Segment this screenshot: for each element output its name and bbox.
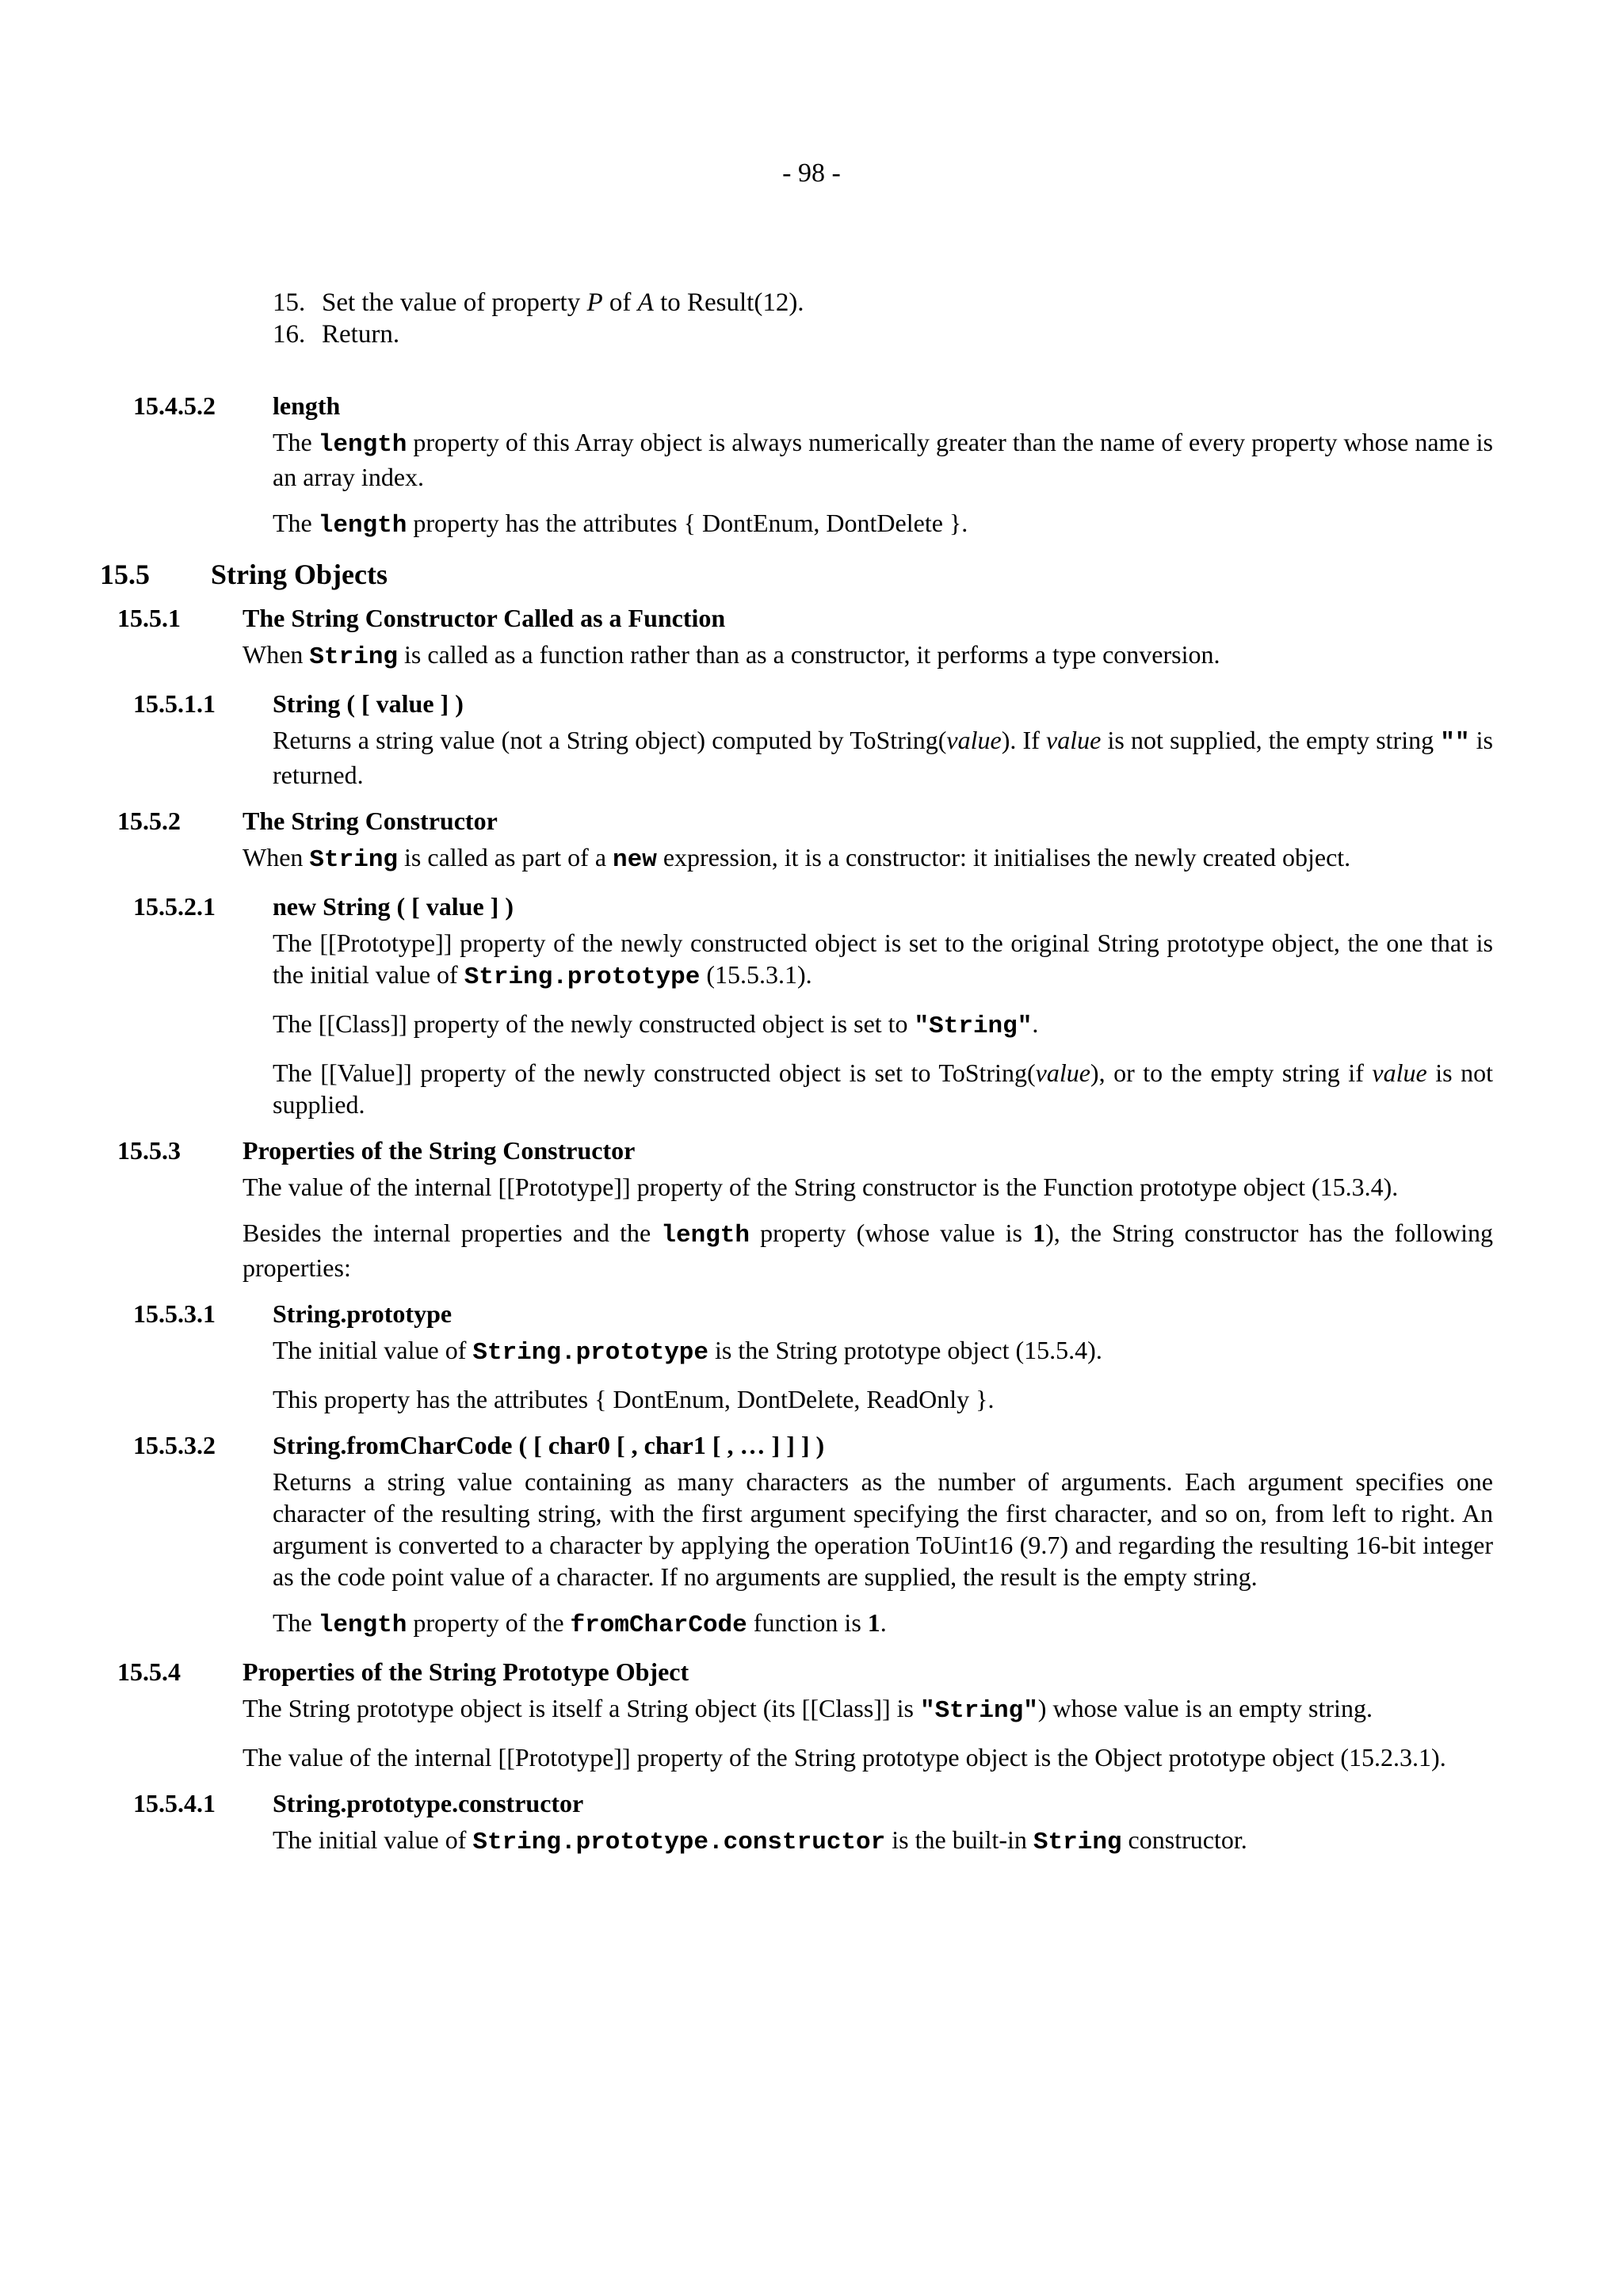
heading-15-5-4 [0,1656,1623,1688]
paragraph: The initial value of String.prototype is the String prototype object (15.5.4). [273,1336,1102,1367]
step-number: 16. [273,320,306,349]
paragraph: The [[Prototype]] property of the newly constructed object is set to the original String prototype object, the one that is the initial value of String.prototype (15.5.3.1). [273,929,1493,991]
heading-15-5 [0,556,1623,593]
heading-15-5-4-1 [0,1787,1623,1819]
section-number: 15.5.2.1 [133,892,216,921]
algorithm-steps [273,287,804,350]
heading-15-5-1-1 [0,688,1623,719]
section-number: 15.5.1 [117,604,181,632]
paragraph: The length property of the fromCharCode function is 1. [273,1608,887,1639]
heading-15-5-2 [0,805,1623,837]
section-number: 15.5.3.1 [133,1299,216,1328]
section-title: Properties of the String Prototype Object [242,1657,689,1686]
heading-15-4-5-2 [0,390,1623,421]
section-title: String.prototype [273,1299,453,1328]
heading-15-5-3-1 [0,1298,1623,1329]
section-number: 15.5.3 [117,1136,181,1165]
heading-15-5-2-1 [0,891,1623,922]
step-number: 15. [273,288,306,317]
section-title: The String Constructor Called as a Function [242,604,726,632]
paragraph: Returns a string value (not a String object) computed by ToString(value). If value is not supplied, the empty string "" is returned. [273,726,1494,789]
section-number: 15.5.4.1 [133,1789,216,1817]
section-number: 15.5.4 [117,1657,181,1686]
paragraph: The [[Class]] property of the newly constructed object is set to "String". [273,1009,1039,1040]
section-number: 15.5.1.1 [133,689,216,718]
paragraph: The [[Value]] property of the newly constructed object is set to ToString(value), or to the empty string if value is not supplied. [273,1058,1494,1119]
paragraph: When String is called as part of a new expression, it is a constructor: it initialises the newly created object. [242,843,1351,874]
paragraph: The length property of this Array object is always numerically greater than the name of every property whose name is an array index. [273,428,1494,491]
page-number: - 98 - [782,158,841,188]
step-16: 16. Return. [273,320,400,349]
section-title: new String ( [ value ] ) [273,892,514,921]
section-number: 15.5.2 [117,807,181,835]
step-15: 15. Set the value of property P of A to Result(12). [273,288,804,317]
paragraph: The length property has the attributes { DontEnum, DontDelete }. [273,509,968,540]
section-number: 15.5 [100,559,150,590]
paragraph: This property has the attributes { DontEnum, DontDelete, ReadOnly }. [273,1385,995,1413]
section-number: 15.5.3.2 [133,1431,216,1459]
paragraph: The value of the internal [[Prototype]] property of the String constructor is the Function prototype object (15.3.4). [242,1173,1399,1201]
paragraph: The String prototype object is itself a String object (its [[Class]] is "String") whose value is an empty string. [242,1694,1373,1725]
section-title: Properties of the String Constructor [242,1136,636,1165]
heading-15-5-3 [0,1135,1623,1166]
paragraph: The initial value of String.prototype.constructor is the built-in String constructor. [273,1825,1247,1856]
document-body [0,380,1623,1873]
paragraph: Returns a string value containing as many characters as the number of arguments. Each argument specifies one character of the resulting string, with the first argument specifying the first character, and so on, from left to right. An argument is converted to a character by applying the operation ToUint16 (9.7) and regarding the resulting 16-bit integer as the code point value of a character. If no arguments are supplied, the result is the empty string. [273,1467,1493,1591]
section-title: The String Constructor [242,807,498,835]
paragraph: The value of the internal [[Prototype]] property of the String prototype object is the Object prototype object (15.2.3.1). [242,1743,1446,1772]
heading-15-5-1 [0,602,1623,634]
section-title: String Objects [211,559,388,590]
section-title: String.fromCharCode ( [ char0 [ , char1 [ , … ] ] ] ) [273,1431,825,1459]
paragraph: When String is called as a function rather than as a constructor, it performs a type conversion. [242,640,1220,671]
paragraph: Besides the internal properties and the length property (whose value is 1), the String constructor has the following properties: [242,1219,1494,1282]
section-number: 15.4.5.2 [133,391,216,420]
section-title: String.prototype.constructor [273,1789,584,1817]
heading-15-5-3-2 [0,1429,1623,1461]
section-title: String ( [ value ] ) [273,689,464,718]
section-title: length [273,391,341,420]
